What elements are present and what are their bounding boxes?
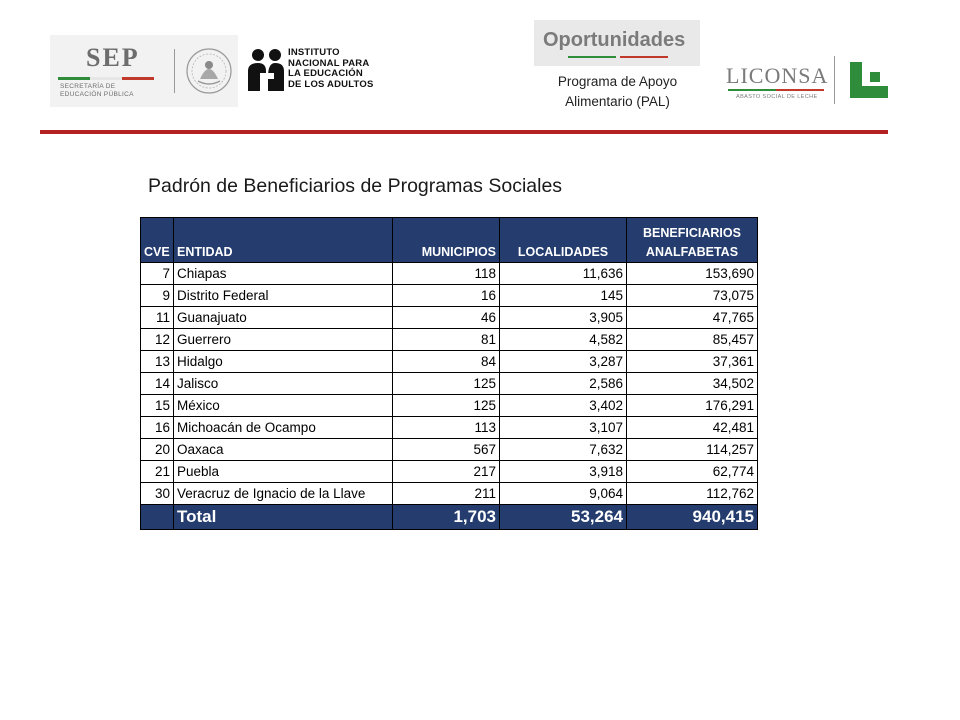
oportunidades-stripe <box>568 56 668 58</box>
cell-entidad: México <box>174 395 393 417</box>
cell-beneficiarios: 73,075 <box>627 285 758 307</box>
inea-people-icon <box>246 47 286 93</box>
total-localidades: 53,264 <box>500 505 627 530</box>
liconsa-logo-subtitle: ABASTO SOCIAL DE LECHE <box>736 94 818 100</box>
cell-beneficiarios: 37,361 <box>627 351 758 373</box>
table-row <box>141 263 758 285</box>
cell-cve: 11 <box>141 307 174 329</box>
total-label: Total <box>174 505 393 530</box>
national-seal-icon <box>184 43 234 99</box>
cell-entidad: Chiapas <box>174 263 393 285</box>
sep-tricolor-stripe <box>58 77 154 80</box>
cell-localidades: 3,905 <box>500 307 627 329</box>
table-header-row <box>141 218 758 263</box>
sep-divider <box>174 49 175 93</box>
column-header-entidad: ENTIDAD <box>174 218 393 263</box>
cell-localidades: 4,582 <box>500 329 627 351</box>
liconsa-mark-icon <box>850 62 888 98</box>
cell-localidades: 3,287 <box>500 351 627 373</box>
table-row <box>141 417 758 439</box>
inea-logo <box>246 45 386 95</box>
program-name: Programa de Apoyo Alimentario (PAL) <box>557 74 678 109</box>
cell-beneficiarios: 85,457 <box>627 329 758 351</box>
table-row <box>141 483 758 505</box>
cell-cve: 13 <box>141 351 174 373</box>
cell-entidad: Guanajuato <box>174 307 393 329</box>
table-row <box>141 395 758 417</box>
total-municipios: 1,703 <box>393 505 500 530</box>
cell-localidades: 9,064 <box>500 483 627 505</box>
cell-entidad: Puebla <box>174 461 393 483</box>
cell-entidad: Michoacán de Ocampo <box>174 417 393 439</box>
cell-beneficiarios: 114,257 <box>627 439 758 461</box>
cell-municipios: 84 <box>393 351 500 373</box>
cell-entidad: Distrito Federal <box>174 285 393 307</box>
cell-localidades: 2,586 <box>500 373 627 395</box>
cell-entidad: Veracruz de Ignacio de la Llave <box>174 483 393 505</box>
sep-logo <box>50 35 238 107</box>
column-header-beneficiarios: BENEFICIARIOS ANALFABETAS <box>627 218 758 263</box>
cell-beneficiarios: 153,690 <box>627 263 758 285</box>
cell-municipios: 125 <box>393 395 500 417</box>
sep-logo-subtitle: SECRETARÍA DE EDUCACIÓN PÚBLICA <box>60 83 134 98</box>
cell-beneficiarios: 62,774 <box>627 461 758 483</box>
liconsa-divider <box>834 56 835 104</box>
cell-beneficiarios: 47,765 <box>627 307 758 329</box>
cell-cve: 7 <box>141 263 174 285</box>
beneficiaries-table <box>140 217 758 530</box>
liconsa-logo-text: LICONSA <box>726 63 829 88</box>
table-row <box>141 351 758 373</box>
cell-municipios: 217 <box>393 461 500 483</box>
cell-cve: 15 <box>141 395 174 417</box>
cell-beneficiarios: 34,502 <box>627 373 758 395</box>
page-title: Padrón de Beneficiarios de Programas Sociales <box>148 175 563 197</box>
table-row <box>141 329 758 351</box>
cell-localidades: 3,107 <box>500 417 627 439</box>
oportunidades-logo-text: Oportunidades <box>543 29 686 51</box>
table-row <box>141 439 758 461</box>
inea-logo-text: INSTITUTO NACIONAL PARA LA EDUCACIÓN DE LOS ADULTOS <box>288 47 374 90</box>
table-row <box>141 285 758 307</box>
cell-cve: 21 <box>141 461 174 483</box>
cell-localidades: 3,918 <box>500 461 627 483</box>
cell-municipios: 125 <box>393 373 500 395</box>
cell-localidades: 3,402 <box>500 395 627 417</box>
column-header-localidades: LOCALIDADES <box>500 218 627 263</box>
cell-cve: 16 <box>141 417 174 439</box>
table-row <box>141 461 758 483</box>
liconsa-logo <box>722 52 896 108</box>
cell-municipios: 46 <box>393 307 500 329</box>
cell-localidades: 11,636 <box>500 263 627 285</box>
cell-municipios: 16 <box>393 285 500 307</box>
cell-entidad: Oaxaca <box>174 439 393 461</box>
cell-beneficiarios: 42,481 <box>627 417 758 439</box>
cell-cve: 14 <box>141 373 174 395</box>
liconsa-stripe <box>728 89 824 91</box>
header-divider-rule <box>40 130 888 134</box>
cell-municipios: 118 <box>393 263 500 285</box>
cell-cve: 30 <box>141 483 174 505</box>
cell-localidades: 145 <box>500 285 627 307</box>
table-total-row <box>141 505 758 530</box>
table-row <box>141 307 758 329</box>
cell-municipios: 113 <box>393 417 500 439</box>
column-header-municipios: MUNICIPIOS <box>393 218 500 263</box>
cell-beneficiarios: 112,762 <box>627 483 758 505</box>
cell-entidad: Hidalgo <box>174 351 393 373</box>
cell-entidad: Jalisco <box>174 373 393 395</box>
table-row <box>141 373 758 395</box>
sep-logo-text: SEP <box>86 43 140 72</box>
total-beneficiarios: 940,415 <box>627 505 758 530</box>
column-header-cve: CVE <box>141 218 174 263</box>
cell-municipios: 81 <box>393 329 500 351</box>
cell-municipios: 567 <box>393 439 500 461</box>
cell-cve: 20 <box>141 439 174 461</box>
cell-localidades: 7,632 <box>500 439 627 461</box>
cell-municipios: 211 <box>393 483 500 505</box>
total-cve-cell <box>141 505 174 530</box>
cell-cve: 9 <box>141 285 174 307</box>
cell-beneficiarios: 176,291 <box>627 395 758 417</box>
oportunidades-logo <box>534 20 700 66</box>
cell-entidad: Guerrero <box>174 329 393 351</box>
cell-cve: 12 <box>141 329 174 351</box>
